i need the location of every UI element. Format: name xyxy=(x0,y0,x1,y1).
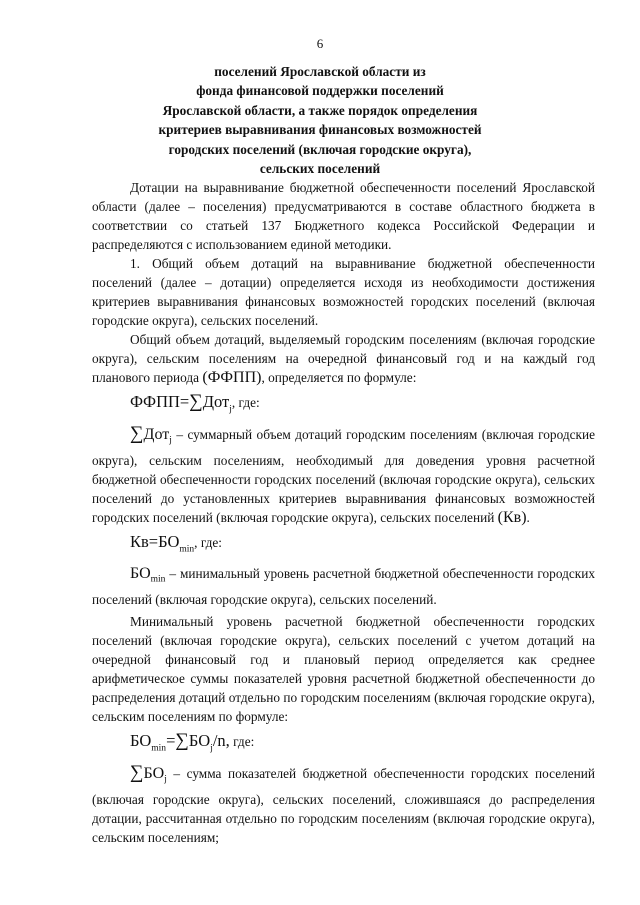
formula-left: Кв=БО xyxy=(130,531,180,551)
definition-end: . xyxy=(526,509,530,525)
formula-left: ФФПП= xyxy=(130,392,190,411)
title-line: фонда финансовой поддержки поселений xyxy=(196,83,444,99)
title-line: поселений Ярославской области из xyxy=(214,64,426,79)
definition-text: – минимальный уровень расчетной бюджетной обеспеченности городских поселений (включая городские округа), сельских поселений. xyxy=(92,566,595,607)
symbol-ffpp: (ФФПП) xyxy=(202,369,262,386)
definition-subscript: j xyxy=(164,774,167,785)
sum-sign: ∑ xyxy=(175,729,189,751)
formula-where: , где: xyxy=(231,395,260,410)
title-line: критериев выравнивания финансовых возможностей xyxy=(158,122,482,138)
title-line: сельских поселений xyxy=(259,161,381,177)
paragraph-text-end: , определяется по формуле: xyxy=(261,370,417,385)
formula-subscript: min xyxy=(179,544,195,555)
formula-tail: /n, xyxy=(212,730,230,750)
definition-subscript: j xyxy=(169,435,172,446)
definition-term: БО xyxy=(143,765,165,783)
formula-where: , где: xyxy=(194,534,222,550)
formula-bo-min xyxy=(130,729,595,760)
paragraph-intro: Дотации на выравнивание бюджетной обеспеченности поселений Ярославской области (далее – поселения) предусматриваются в составе областного бюджета в соответствии со статьей 137 Бюджетного кодекса Российской Федерации и распределяются с использованием единой методики. xyxy=(92,180,595,252)
definition-subscript: min xyxy=(150,574,166,585)
definition-text: – суммарный объем дотаций городским поселениям (включая городские округа), сельским поселениям, необходимый для доведения уровня расчетной бюджетной обеспеченности городских поселений (включая городские округа), сельских поселений до установленных критериев выравнивания финансовых возможностей городских поселений (включая городские округа), сельских поселений xyxy=(92,427,595,525)
sum-sign: ∑ xyxy=(130,762,144,784)
definition-term: БО xyxy=(130,565,151,583)
definition-term: Дот xyxy=(143,426,170,444)
document-body xyxy=(92,178,595,847)
definition-text: – сумма показателей бюджетной обеспеченности городских поселений (включая городские округа), сельских поселений, сложившаяся до распределения дотации, рассчитанная отдельно по городским поселениям (включая городские округа), сельским поселениям; xyxy=(92,766,595,845)
page-number: 6 xyxy=(316,36,324,51)
title-line: Ярославской области, а также порядок определения xyxy=(162,102,478,118)
definition-sum-bo xyxy=(92,763,595,847)
symbol-kv: (Кв) xyxy=(497,508,527,526)
formula-kv xyxy=(130,530,595,561)
paragraph-min-level: Минимальный уровень расчетной бюджетной обеспеченности городских поселений (включая городские округа), сельских поселений с учетом дотаций на очередной финансовый год и плановый период определяется как среднее арифметическое суммы показателей уровня расчетной бюджетной обеспеченности до распределения дотаций отдельно по городским поселениям (включая городские округа), сельским поселениям по формуле: xyxy=(92,613,595,724)
formula-subscript: j xyxy=(210,743,213,754)
formula-term: Дот xyxy=(202,392,230,411)
paragraph-item-1: 1. Общий объем дотаций на выравнивание бюджетной обеспеченности поселений (далее – дотации) определяется исходя из необходимости достижения критериев выравнивания финансовых возможностей городских поселений (включая городские округа), сельских поселений. xyxy=(92,256,595,328)
paragraph-text: Общий объем дотаций, выделяемый городским поселениям (включая городские округа), сельским поселениям на очередной финансовый год и на каждый год планового периода xyxy=(92,332,595,385)
definition-sum-dot xyxy=(92,424,595,527)
definition-bo-min xyxy=(92,564,595,609)
title-line: городских поселений (включая городские округа), xyxy=(168,141,472,157)
formula-left: БО xyxy=(130,730,152,750)
formula-equals: = xyxy=(166,730,176,750)
paragraph-total-volume xyxy=(92,330,595,387)
formula-where: где: xyxy=(229,733,255,749)
sum-sign: ∑ xyxy=(189,391,203,412)
formula-subscript: j xyxy=(229,404,232,415)
section-title xyxy=(150,62,490,178)
formula-subscript: min xyxy=(151,743,167,754)
sum-sign: ∑ xyxy=(130,423,144,445)
formula-term: БО xyxy=(188,730,211,750)
formula-ffpp xyxy=(130,390,595,421)
